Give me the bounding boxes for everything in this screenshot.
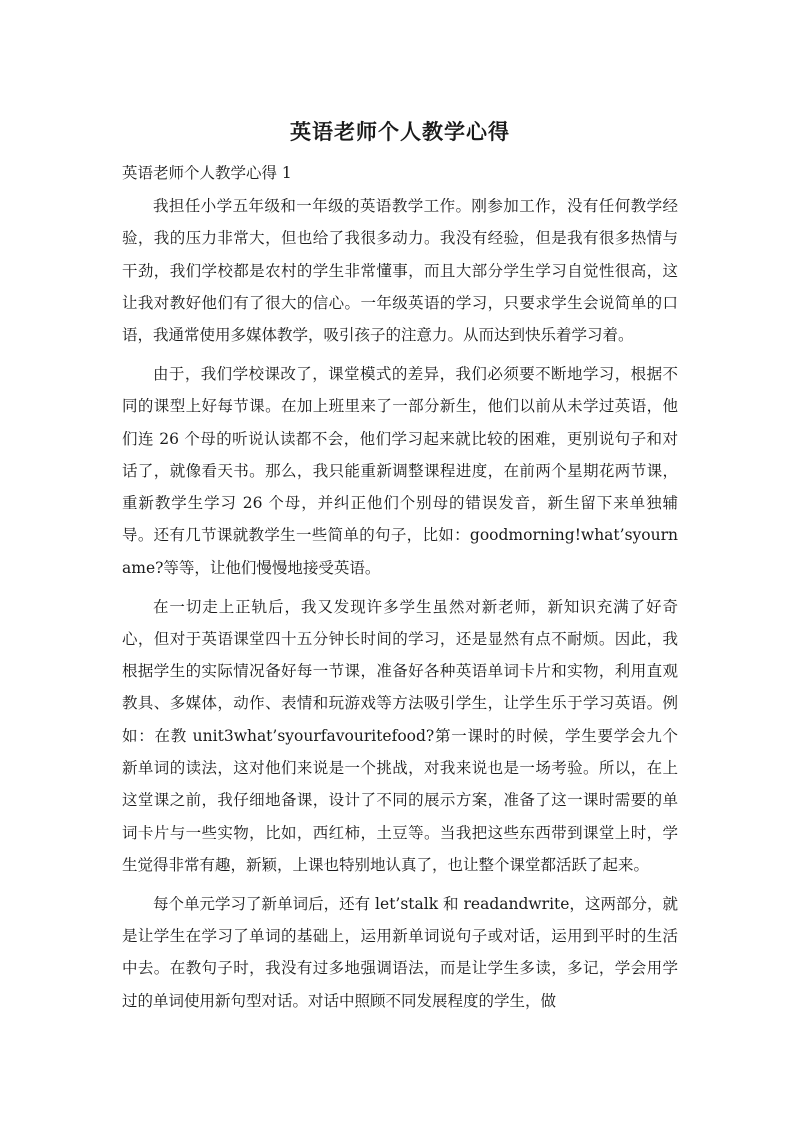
paragraph-3: 在一切走上正轨后，我又发现许多学生虽然对新老师，新知识充满了好奇心，但对于英语课堂四十五分钟长时间的学习，还是显然有点不耐烦。因此，我根据学生的实际情况备好每一节课，准备好各种英语单词卡片和实物，利用直观教具、多媒体，动作、表情和玩游戏等方法吸引学生，让学生乐于学习英语。例如：在教 unit3what’syourfavouritefood?第一课时的时候，学生要学会九个新单词的读法，这对他们来说是一个挑战，对我来说也是一场考验。所以，在上这堂课之前，我仔细地备课，设计了不同的展示方案，准备了这一课时需要的单词卡片与一些实物，比如，西红柿，土豆等。当我把这些东西带到课堂上时，学生觉得非常有趣，新颖，上课也特别地认真了，也让整个课堂都活跃了起来。 (122, 597, 678, 874)
paragraph-2: 由于，我们学校课改了，课堂模式的差异，我们必须要不断地学习，根据不同的课型上好每节课。在加上班里来了一部分新生，他们以前从未学过英语，他们连 26 个母的听说认读都不会，他们学习起来就比较的困难，更别说句子和对话了，就像看天书。那么，我只能重新调整课程进度，在前两个星期花两节课，重新教学生学习 26 个母，并纠正他们个别母的错误发音，新生留下来单独辅导。还有几节课就教学生一些简单的句子，比如：goodmorning!what’syourname?等等，让他们慢慢地接受英语。 (122, 364, 678, 577)
document-title: 英语老师个人教学心得 (290, 120, 510, 144)
paragraph-4: 每个单元学习了新单词后，还有 let’stalk 和 readandwrite，这两部分，就是让学生在学习了单词的基础上，运用新单词说句子或对话，运用到平时的生活中去。在教句子时，我没有过多地强调语法，而是让学生多读，多记，学会用学过的单词使用新句型对话。对话中照顾不同发展程度的学生，做 (122, 894, 678, 1010)
section-heading: 英语老师个人教学心得 1 (122, 164, 292, 182)
document-body (122, 190, 678, 1023)
paragraph-1: 我担任小学五年级和一年级的英语教学工作。刚参加工作，没有任何教学经验，我的压力非常大，但也给了我很多动力。我没有经验，但是我有很多热情与干劲，我们学校都是农村的学生非常懂事，而且大部分学生学习自觉性很高，这让我对教好他们有了很大的信心。一年级英语的学习，只要求学生会说简单的口语，我通常使用多媒体教学，吸引孩子的注意力。从而达到快乐着学习着。 (122, 197, 678, 345)
